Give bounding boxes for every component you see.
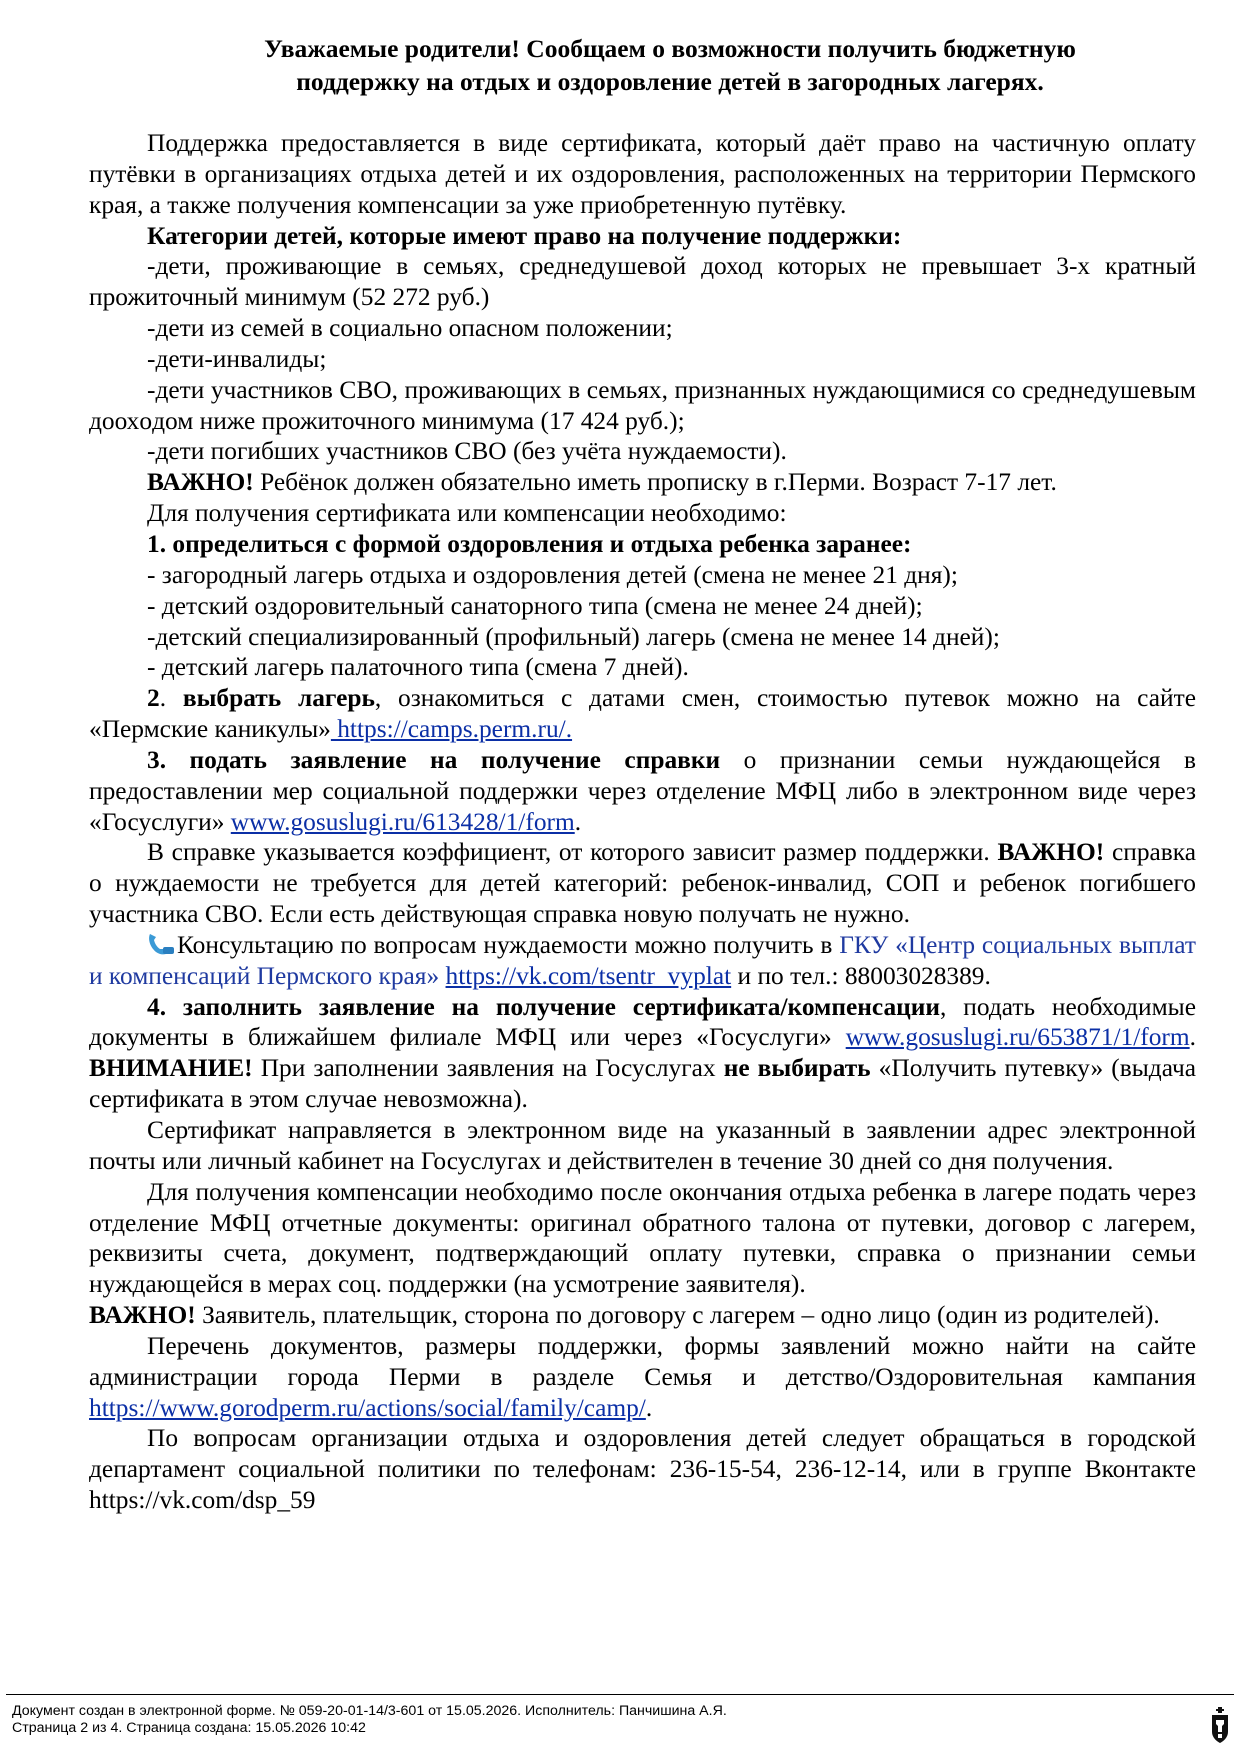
important-label: ВАЖНО! [147,468,254,497]
document-footer [0,1694,1240,1755]
gosuslugi-application-link[interactable]: www.gosuslugi.ru/653871/1/form [845,1023,1190,1052]
contacts-paragraph: По вопросам организации отдыха и оздоровления детей следует обращаться в городской департамент социальной политики по телефонам: 236-15-54, 236-12-14, или в группе Вконтакте https://vk.com/dsp_59 [89,1424,1196,1515]
consultation-text: Консультацию по вопросам нуждаемости можно получить в [177,930,840,959]
step4-label: 4. заполнить заявление на получение сертификата/компенсации [147,992,941,1021]
certificate-paragraph: Сертификат направляется в электронном виде на указанный в заявлении адрес электронной почты или личный кабинет на Госуслугах и действителен в течение 30 дней со дня получения. [89,1116,1196,1175]
gosuslugi-certificate-link[interactable]: www.gosuslugi.ru/613428/1/form [230,807,575,836]
step2-num: 2 [147,684,160,713]
categories-heading: Категории детей, которые имеют право на получение поддержки: [147,221,902,250]
document-title [150,32,1190,98]
step1-item: - загородный лагерь отдыха и оздоровления детей (смена не менее 21 дня); [147,560,958,589]
step1-heading: 1. определиться с формой оздоровления и отдыха ребенка заранее: [147,529,912,558]
attention-label: ВНИМАНИЕ! [89,1054,253,1083]
coefficient-paragraph [89,837,1196,930]
step4-text-3: «Получить путевку» (выдача сертификата в этом случае невозможна). [89,1054,1196,1114]
category-item: -дети участников СВО, проживающих в семьях, признанных нуждающимися со среднедушевым доохoдом ниже прожиточного минимума (17 424 руб.); [89,375,1196,435]
category-item: -дети из семей в социально опасном положении; [147,314,673,343]
coefficient-text-2: справка о нуждаемости не требуется для детей категорий: ребенок-инвалид, СОП и ребенок погибшего участника СВО. Если есть действующая справка новую получать не нужно. [89,838,1196,929]
camps-link[interactable]: https://camps.perm.ru/. [330,715,573,744]
footer-line-1: Документ создан в электронной форме. № 059-20-01-14/3-601 от 15.05.2026. Исполнитель: Панчишина А.Я. [12,1703,727,1719]
gorodperm-link[interactable]: https://www.gorodperm.ru/actions/social/family/camp/ [89,1393,646,1422]
category-item: -дети погибших участников СВО (без учёта нуждаемости). [147,437,787,466]
step4-paragraph [89,992,1196,1115]
perm-emblem-icon [1209,1706,1231,1744]
step2-paragraph [89,683,1196,745]
documents-list-end: . [645,1393,653,1422]
step4-text-2: При заполнении заявления на Госуслугах [252,1054,724,1083]
documents-list-paragraph [89,1331,1196,1424]
step2-text: , ознакомиться с датами смен, стоимостью путевок можно на сайте «Пермские каникулы» [89,684,1196,744]
documents-list-text: Перечень документов, размеры поддержки, формы заявлений можно найти на сайте администрации города Перми в разделе Семья и детство/Оздоровительная кампания [89,1331,1196,1391]
org-name: ГКУ «Центр социальных выплат и компенсаций Пермского края» [89,930,1196,990]
important-applicant [89,1300,1196,1331]
step2-sep: . [159,684,183,713]
step1-item: -детский специализированный (профильный) лагерь (смена не менее 14 дней); [147,622,1000,651]
step2-label: выбрать лагерь [182,684,375,713]
step4-text: , подать необходимые документы в ближайшем филиале МФЦ или через «Госуслуги» [89,992,1196,1052]
title-line-1: Уважаемые родители! Сообщаем о возможности получить бюджетную [264,34,1076,63]
important-label: ВАЖНО! [89,1301,196,1330]
coefficient-text: В справке указывается коэффициент, от которого зависит размер поддержки. [147,838,998,867]
consultation-paragraph [89,930,1196,992]
footer-line-2: Страница 2 из 4. Страница создана: 15.05.2026 10:42 [12,1720,366,1736]
footer-text [12,1703,727,1737]
step4-sep: . [1189,1023,1196,1052]
step3-text: о признании семьи нуждающейся в предоставлении мер социальной поддержки через отделение МФЦ либо в электронном виде через «Госуслуги» [89,745,1196,836]
consultation-text-2: и по тел.: 88003028389. [731,961,991,990]
category-item: -дети, проживающие в семьях, среднедушевой доход которых не превышает 3-х кратный прожиточный минимум (52 272 руб.) [89,252,1196,312]
step1-item: - детский оздоровительный санаторного типа (смена не менее 24 дней); [147,591,923,620]
step3-label: 3. подать заявление на получение справки [147,745,721,774]
category-item: -дети-инвалиды; [147,344,327,373]
step1-item: - детский лагерь палаточного типа (смена 7 дней). [147,653,689,682]
document-body [89,128,1196,1516]
step3-paragraph [89,745,1196,838]
important-registration [89,467,1196,498]
important-applicant-text: Заявитель, плательщик, сторона по договору с лагерем – одно лицо (один из родителей). [195,1301,1160,1330]
vk-tsentr-link[interactable]: https://vk.com/tsentr_vyplat [445,961,732,990]
important-text: Ребёнок должен обязательно иметь прописку в г.Перми. Возраст 7-17 лет. [253,468,1057,497]
important-label: ВАЖНО! [997,838,1105,867]
compensation-paragraph: Для получения компенсации необходимо после окончания отдыха ребенка в лагере подать через отделение МФЦ отчетные документы: оригинал обратного талона от путевки, договор с лагерем, реквизиты счета, документ, подтверждающий оплату путевки, справка о признании семьи нуждающейся в мерах соц. поддержки (на усмотрение заявителя). [89,1177,1196,1299]
footer-divider [6,1694,1234,1695]
phone-icon [147,932,175,956]
step3-end: . [574,807,582,836]
steps-intro: Для получения сертификата или компенсации необходимо: [147,499,787,528]
intro-paragraph: Поддержка предоставляется в виде сертификата, который даёт право на частичную оплату путёвки в организациях отдыха детей и их оздоровления, расположенных на территории Пермского края, а также получения компенсации за уже приобретенную путёвку. [89,129,1196,219]
do-not-select-label: не выбирать [723,1054,871,1083]
title-line-2: поддержку на отдых и оздоровление детей в загородных лагерях. [296,67,1044,96]
